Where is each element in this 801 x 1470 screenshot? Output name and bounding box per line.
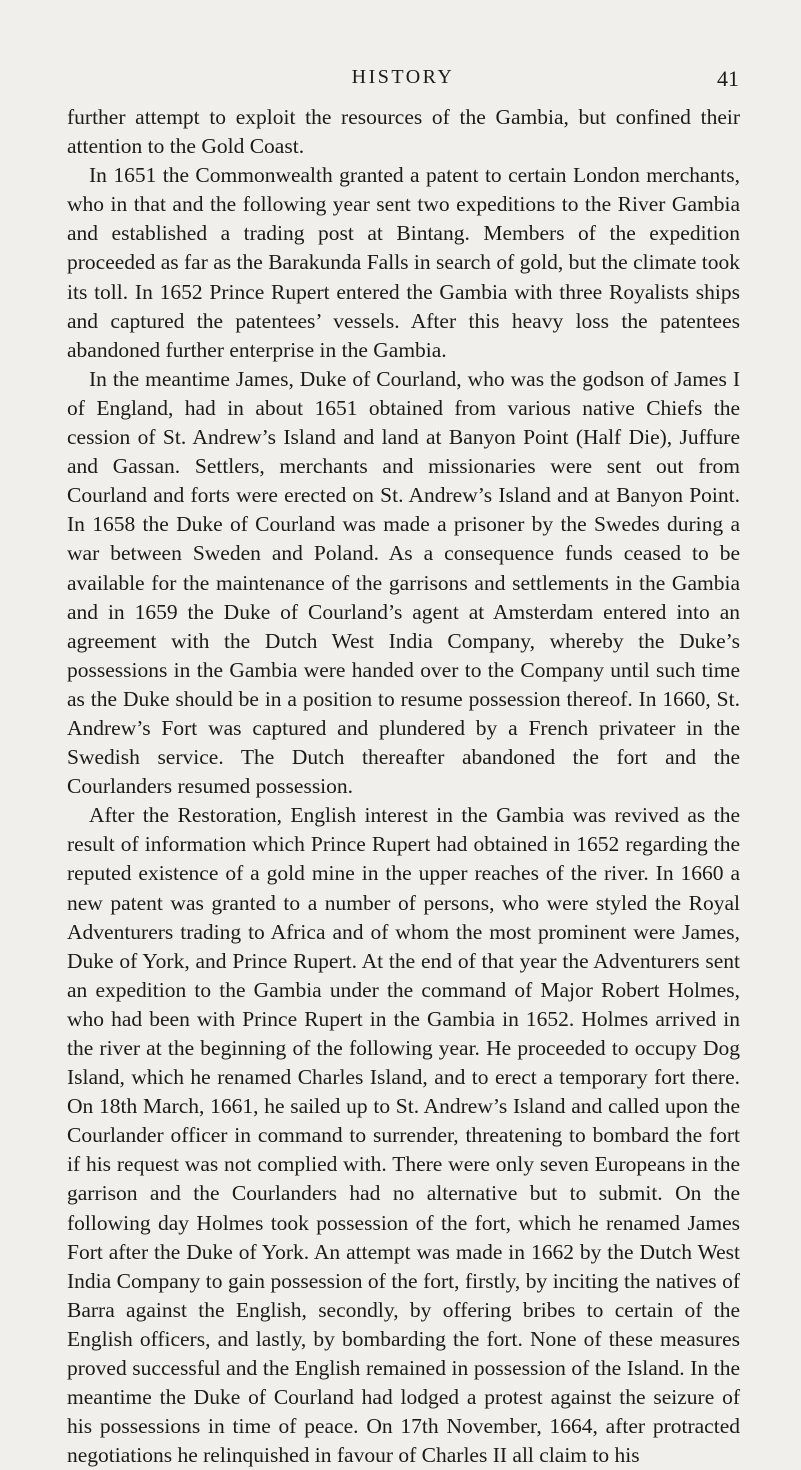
paragraph-restoration: After the Restoration, English interest in the Gambia was revived as the result of information which Prince Rupert had obtained in 1652 regarding the reputed existence of a gold mine in the upper reaches of the river. In 1660 a new patent was granted to a number of persons, who were styled the Royal Adventurers trading to Africa and of whom the most prominent were James, Duke of York, and Prince Rupert. At the end of that year the Adventurers sent an expedition to the Gambia under the command of Major Robert Holmes, who had been with Prince Rupert in the Gambia in 1652. Holmes arrived in the river at the beginning of the following year. He proceeded to occupy Dog Island, which he renamed Charles Island, and to erect a temporary fort there. On 18th March, 1661, he sailed up to St. Andrew’s Island and called upon the Courlander officer in command to surrender, threatening to bombard the fort if his request was not complied with. There were only seven Europeans in the garrison and the Courlanders had no alternative but to submit. On the following day Holmes took possession of the fort, which he renamed James Fort after the Duke of York. An attempt was made in 1662 by the Dutch West India Company to gain possession of the fort, firstly, by inciting the natives of Barra against the English, secondly, by offering bribes to certain of the English officers, and lastly, by bombarding the fort. None of these measures proved successful and the English remained in possession of the Island. In the meantime the Duke of Courland had lodged a protest against the seizure of his possessions in time of peace. On 17th November, 1664, after protracted negotiations he relinquished in favour of Charles II all claim to his — [67, 803, 740, 1468]
page-number: 41 — [717, 66, 739, 91]
paragraph-commonwealth-patent: In 1651 the Commonwealth granted a patent to certain London merchants, who in that and the following year sent two expeditions to the River Gambia and established a trading post at Bintang. Members of the expedition proceeded as far as the Barakunda Falls in search of gold, but the climate took its toll. In 1652 Prince Rupert entered the Gambia with three Royalists ships and captured the patentees’ vessels. After this heavy loss the patentees abandoned further enterprise in the Gambia. — [67, 163, 740, 362]
body-text — [67, 103, 740, 1470]
paragraph-continuation: further attempt to exploit the resources of the Gambia, but confined their attention to the Gold Coast. — [67, 105, 740, 159]
paragraph-duke-of-courland: In the meantime James, Duke of Courland, who was the godson of James I of England, had in about 1651 obtained from various native Chiefs the cession of St. Andrew’s Island and land at Banyon Point (Half Die), Juffure and Gassan. Settlers, merchants and missionaries were sent out from Courland and forts were erected on St. Andrew’s Island and at Banyon Point. In 1658 the Duke of Courland was made a prisoner by the Swedes during a war between Sweden and Poland. As a consequence funds ceased to be available for the maintenance of the garrisons and settlements in the Gambia and in 1659 the Duke of Courland’s agent at Amsterdam entered into an agreement with the Dutch West India Company, whereby the Duke’s possessions in the Gambia were handed over to the Company until such time as the Duke should be in a position to resume possession thereof. In 1660, St. Andrew’s Fort was captured and plundered by a French privateer in the Swedish service. The Dutch thereafter abandoned the fort and the Courlanders resumed possession. — [67, 366, 740, 799]
running-head — [67, 66, 739, 96]
chapter-title: HISTORY — [351, 66, 455, 88]
